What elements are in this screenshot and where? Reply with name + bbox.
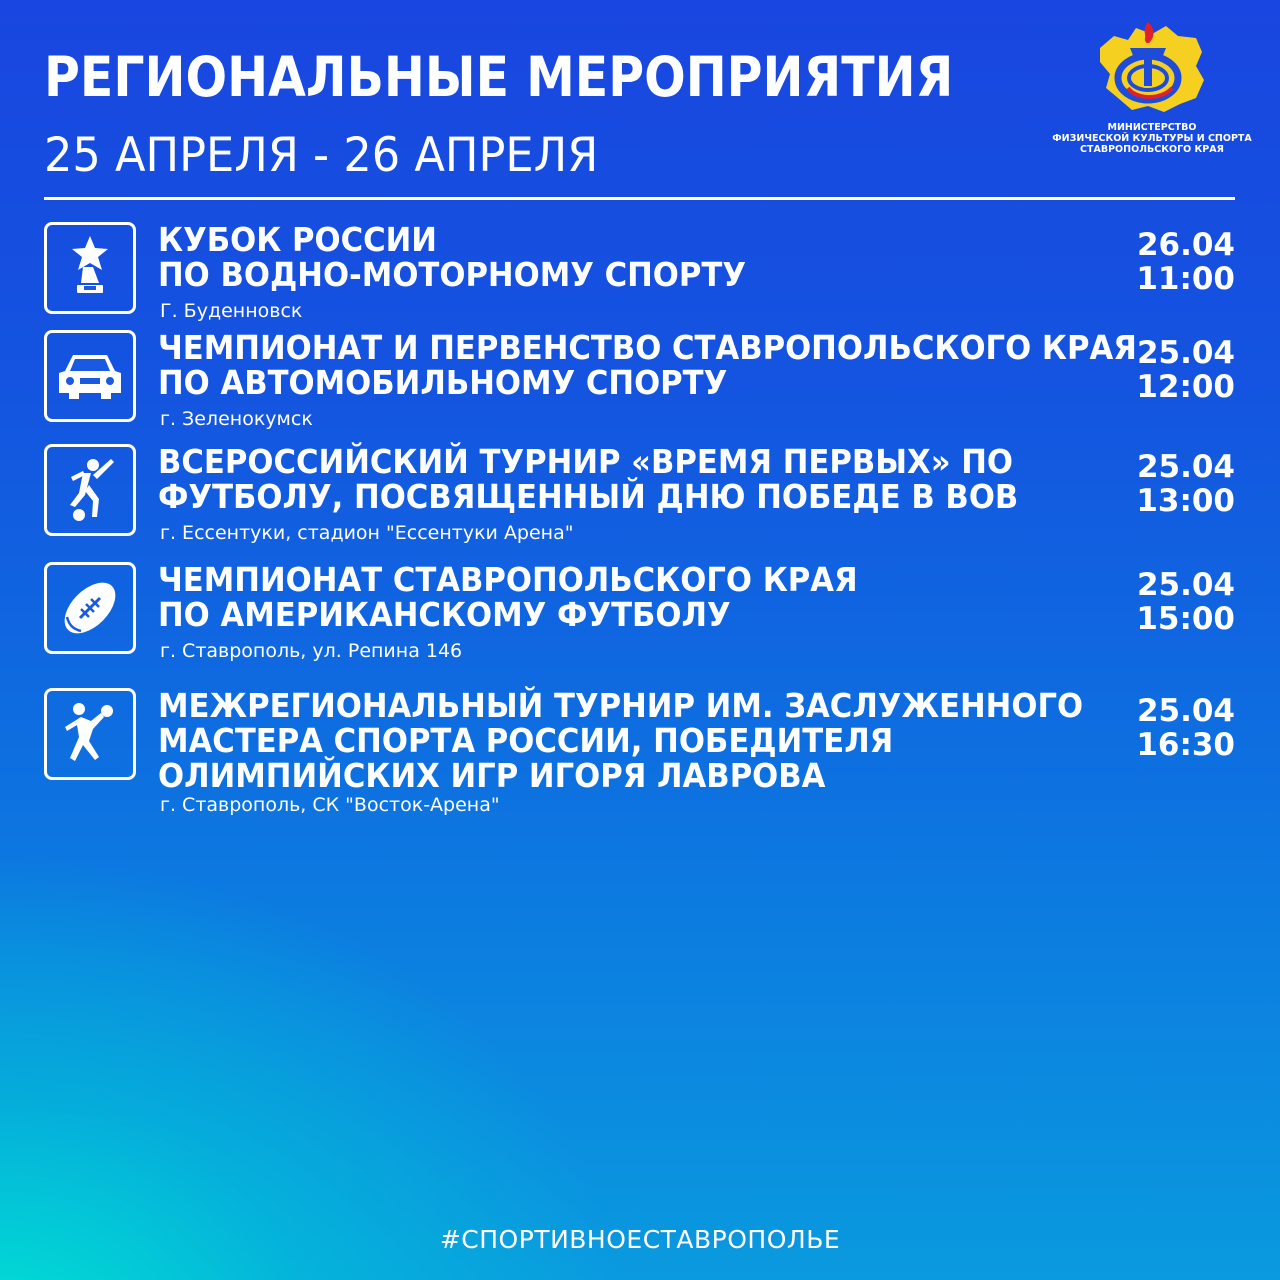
date-range: 25 АПРЕЛЯ - 26 АПРЕЛЯ (44, 128, 599, 183)
event-time: 16:30 (1136, 727, 1235, 763)
event-time: 13:00 (1136, 483, 1235, 519)
event-datetime (1136, 336, 1235, 404)
event-datetime (1136, 694, 1235, 762)
event-title (158, 444, 1051, 514)
event-location: г. Ессентуки, стадион "Ессентуки Арена" (160, 522, 574, 544)
event-icon-frame (44, 688, 136, 780)
event-date: 26.04 (1136, 227, 1235, 263)
event-location: Г. Буденновск (160, 300, 303, 322)
event-icon-frame (44, 330, 136, 422)
ministry-emblem-icon (1092, 18, 1212, 118)
header-divider (44, 197, 1235, 200)
event-time: 15:00 (1136, 601, 1235, 637)
event-title-line: МЕЖРЕГИОНАЛЬНЫЙ ТУРНИР ИМ. ЗАСЛУЖЕННОГО (158, 686, 1084, 725)
event-datetime (1136, 450, 1235, 518)
car-icon (55, 341, 125, 411)
handball-player-icon (55, 699, 125, 769)
hashtag: #СПОРТИВНОЕСТАВРОПОЛЬЕ (439, 1225, 841, 1254)
event-title-line: МАСТЕРА СПОРТА РОССИИ, ПОБЕДИТЕЛЯ (158, 721, 894, 760)
event-time: 12:00 (1136, 369, 1235, 405)
logo-caption-line2: ФИЗИЧЕСКОЙ КУЛЬТУРЫ И СПОРТА (1052, 133, 1252, 144)
event-location: г. Ставрополь, СК "Восток-Арена" (160, 794, 500, 816)
event-title (158, 222, 1051, 292)
event-title (158, 562, 1051, 632)
event-icon-frame (44, 222, 136, 314)
event-location: г. Ставрополь, ул. Репина 146 (160, 640, 463, 662)
event-time: 11:00 (1136, 261, 1235, 297)
event-icon-frame (44, 444, 136, 536)
page-title: РЕГИОНАЛЬНЫЕ МЕРОПРИЯТИЯ (44, 45, 954, 109)
ministry-logo (1052, 18, 1252, 168)
event-title (158, 686, 1084, 795)
trophy-icon (55, 233, 125, 303)
event-location: г. Зеленокумск (160, 408, 313, 430)
american-football-icon (55, 573, 125, 643)
event-date: 25.04 (1136, 567, 1235, 603)
event-title-line: КУБОК РОССИИ (158, 220, 437, 259)
event-datetime (1136, 568, 1235, 636)
logo-caption-line3: СТАВРОПОЛЬСКОГО КРАЯ (1080, 144, 1224, 155)
event-title-line: ЧЕМПИОНАТ И ПЕРВЕНСТВО СТАВРОПОЛЬСКОГО КРАЯ (158, 328, 1137, 367)
event-title-line: ПО АМЕРИКАНСКОМУ ФУТБОЛУ (158, 595, 731, 634)
event-title-line: ВСЕРОССИЙСКИЙ ТУРНИР «ВРЕМЯ ПЕРВЫХ» ПО (158, 442, 1013, 481)
logo-caption-line1: МИНИСТЕРСТВО (1107, 122, 1197, 133)
soccer-player-icon (55, 455, 125, 525)
event-datetime (1136, 228, 1235, 296)
event-date: 25.04 (1136, 693, 1235, 729)
event-title-line: ПО АВТОМОБИЛЬНОМУ СПОРТУ (158, 363, 728, 402)
event-date: 25.04 (1136, 335, 1235, 371)
event-title-line: ФУТБОЛУ, ПОСВЯЩЕННЫЙ ДНЮ ПОБЕДЕ В ВОВ (158, 477, 1019, 516)
event-date: 25.04 (1136, 449, 1235, 485)
event-title-line: ОЛИМПИЙСКИХ ИГР ИГОРЯ ЛАВРОВА (158, 756, 826, 795)
event-icon-frame (44, 562, 136, 654)
event-title-line: ЧЕМПИОНАТ СТАВРОПОЛЬСКОГО КРАЯ (158, 560, 858, 599)
event-title-line: ПО ВОДНО-МОТОРНОМУ СПОРТУ (158, 255, 746, 294)
event-title (158, 328, 1137, 402)
